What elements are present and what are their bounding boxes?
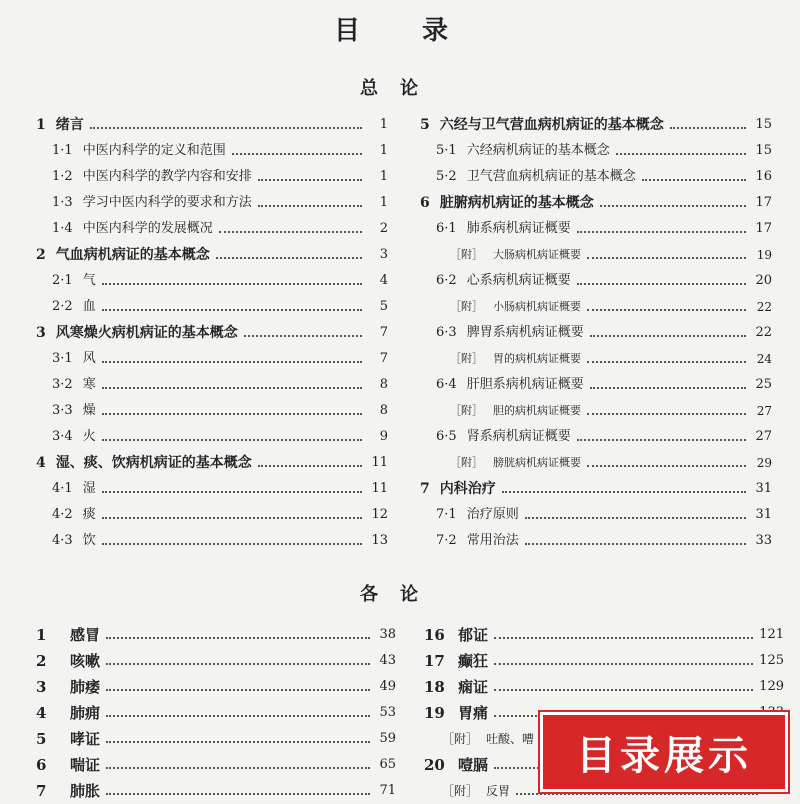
entry-number: 4·1 [52, 481, 73, 496]
entry-page: 4 [379, 273, 388, 288]
entry-title: 六经与卫气营血病机病证的基本概念 [439, 117, 664, 133]
entry-title: 感冒 [70, 626, 101, 644]
dot-leader [258, 465, 362, 467]
entry-title: 卫气营血病机病证的基本概念 [466, 169, 636, 184]
entry-number: ［附］ [450, 248, 483, 261]
entry-page: 24 [756, 352, 772, 366]
entry-title: 喘证 [70, 756, 101, 774]
entry-title: 肺痈 [70, 704, 101, 722]
entry-title: 肺胀 [70, 782, 101, 800]
entry-title: 哮证 [70, 730, 101, 748]
entry-title: 膀胱病机病证概要 [493, 456, 581, 469]
entry-number: ［附］ [450, 404, 483, 417]
entry-title: 痰 [82, 507, 96, 522]
entry-title: 血 [82, 299, 96, 314]
toc-entry[interactable] [420, 296, 772, 318]
section-heading-general: 总论 [360, 78, 440, 99]
entry-number: 6 [36, 756, 47, 774]
entry-title: 反胃 [486, 784, 511, 798]
entry-title: 湿 [82, 481, 96, 496]
dot-leader [106, 715, 370, 717]
entry-number: 16 [424, 626, 445, 644]
dot-leader [106, 689, 370, 691]
entry-page: 125 [759, 653, 784, 668]
dot-leader [258, 179, 362, 181]
entry-number: 1·3 [52, 195, 73, 210]
entry-title: 郁证 [458, 626, 489, 644]
entry-page: 19 [756, 248, 772, 262]
entry-page: 1 [379, 143, 388, 158]
toc-entry[interactable] [36, 348, 388, 370]
toc-entry[interactable] [36, 244, 388, 266]
entry-number: 6·2 [436, 273, 457, 288]
entry-page: 5 [379, 299, 388, 314]
entry-title: 肺系病机病证概要 [466, 221, 571, 236]
entry-page: 12 [371, 507, 388, 522]
entry-number: ［附］ [450, 456, 483, 469]
dot-leader [642, 179, 746, 181]
dot-leader [102, 543, 362, 545]
catalog-badge: 目录展示 [540, 712, 788, 792]
entry-number: 1·1 [52, 143, 73, 158]
entry-page: 11 [371, 481, 388, 496]
entry-title: 肾系病机病证概要 [466, 429, 571, 444]
toc-entry[interactable] [420, 218, 772, 240]
toc-entry[interactable] [36, 166, 388, 188]
entry-page: 31 [755, 507, 772, 522]
entry-number: 5 [36, 730, 47, 748]
entry-number: 4·3 [52, 533, 73, 548]
entry-page: 38 [379, 627, 396, 642]
dot-leader [525, 517, 746, 519]
entry-number: 6·1 [436, 221, 457, 236]
entry-title: 学习中医内科学的要求和方法 [82, 195, 252, 210]
entry-page: 27 [755, 429, 772, 444]
entry-number: 18 [424, 678, 445, 696]
entry-number: 1 [36, 117, 46, 133]
dot-leader [244, 335, 362, 337]
entry-title: 痫证 [458, 678, 489, 696]
toc-entry[interactable] [420, 244, 772, 266]
toc-entry[interactable] [424, 648, 784, 674]
entry-number: 7·1 [436, 507, 457, 522]
entry-title: 绪言 [55, 117, 84, 133]
dot-leader [516, 793, 758, 795]
entry-title: 中医内科学的定义和范围 [82, 143, 226, 158]
toc-entry[interactable] [36, 778, 396, 804]
dot-leader [102, 283, 362, 285]
entry-page: 1 [379, 195, 388, 210]
entry-number: 2·2 [52, 299, 73, 314]
entry-title: 寒 [82, 377, 96, 392]
entry-number: 6 [420, 195, 430, 211]
entry-number: 1·2 [52, 169, 73, 184]
entry-page: 3 [379, 247, 388, 262]
toc-entry[interactable] [36, 674, 396, 700]
entry-title: 中医内科学的发展概况 [82, 221, 213, 236]
entry-page: 15 [755, 143, 772, 158]
entry-page: 8 [379, 377, 388, 392]
entry-title: 心系病机病证概要 [466, 273, 571, 288]
entry-number: 3·3 [52, 403, 73, 418]
dot-leader [590, 387, 746, 389]
entry-page: 15 [755, 117, 772, 132]
entry-page: 2 [379, 221, 388, 236]
dot-leader [587, 413, 746, 415]
dot-leader [525, 543, 746, 545]
entry-number: 5·1 [436, 143, 457, 158]
entry-number: 20 [424, 756, 445, 774]
entry-page: 31 [755, 481, 772, 496]
dot-leader [577, 439, 746, 441]
page-title: 目 录 [333, 16, 466, 46]
toc-entry[interactable] [420, 374, 772, 396]
entry-title: 火 [82, 429, 96, 444]
toc-entry[interactable] [36, 504, 388, 526]
toc-entry[interactable] [420, 322, 772, 344]
entry-page: 22 [755, 325, 772, 340]
toc-entry[interactable] [420, 192, 772, 214]
dot-leader [494, 689, 753, 691]
entry-page: 17 [755, 221, 772, 236]
toc-entry[interactable] [36, 452, 388, 474]
toc-entry[interactable] [420, 140, 772, 162]
dot-leader [590, 335, 746, 337]
entry-title: 咳嗽 [70, 652, 101, 670]
toc-entry[interactable] [420, 478, 772, 500]
entry-page: 59 [379, 731, 396, 746]
toc-entry[interactable] [36, 622, 396, 648]
entry-page: 121 [759, 627, 784, 642]
entry-title: 六经病机病证的基本概念 [466, 143, 610, 158]
entry-page: 7 [379, 351, 388, 366]
dot-leader [106, 741, 370, 743]
entry-title: 燥 [82, 403, 96, 418]
entry-number: 17 [424, 652, 445, 670]
dot-leader [102, 309, 362, 311]
entry-page: 33 [755, 533, 772, 548]
toc-entry[interactable] [36, 726, 396, 752]
entry-number: 3·4 [52, 429, 73, 444]
dot-leader [106, 793, 370, 795]
entry-page: 11 [371, 455, 388, 470]
entry-number: 2 [36, 652, 47, 670]
toc-entry[interactable] [36, 478, 388, 500]
dot-leader [102, 387, 362, 389]
entry-number: 3 [36, 678, 47, 696]
dot-leader [102, 517, 362, 519]
entry-page: 1 [379, 117, 388, 132]
entry-page: 65 [379, 757, 396, 772]
entry-page: 13 [371, 533, 388, 548]
entry-number: 5 [420, 117, 430, 133]
entry-number: 5·2 [436, 169, 457, 184]
toc-entry[interactable] [36, 374, 388, 396]
toc-entry[interactable] [420, 530, 772, 552]
entry-page: 20 [755, 273, 772, 288]
entry-title: 噎膈 [458, 756, 489, 774]
entry-number: 7 [36, 782, 47, 800]
entry-page: 43 [379, 653, 396, 668]
toc-entry[interactable] [36, 322, 388, 344]
entry-title: 肝胆系病机病证概要 [466, 377, 584, 392]
dot-leader [90, 127, 362, 129]
toc-entry[interactable] [420, 114, 772, 136]
entry-page: 27 [756, 404, 772, 418]
dot-leader [577, 231, 746, 233]
entry-title: 脾胃系病机病证概要 [466, 325, 584, 340]
dot-leader [670, 127, 746, 129]
entry-title: 内科治疗 [439, 481, 496, 497]
entry-page: 71 [379, 783, 396, 798]
entry-number: 2·1 [52, 273, 73, 288]
dot-leader [106, 767, 370, 769]
toc-entry[interactable] [36, 400, 388, 422]
entry-number: 7 [420, 481, 430, 497]
entry-number: 2 [36, 247, 46, 263]
entry-title: 湿、痰、饮病机病证的基本概念 [55, 455, 252, 471]
entry-page: 22 [756, 300, 772, 314]
toc-entry[interactable] [424, 622, 784, 648]
dot-leader [587, 309, 746, 311]
toc-entry[interactable] [36, 648, 396, 674]
entry-number: ［附］ [450, 300, 483, 313]
entry-page: 1 [379, 169, 388, 184]
dot-leader [102, 439, 362, 441]
dot-leader [587, 465, 746, 467]
dot-leader [232, 153, 362, 155]
entry-page: 49 [379, 679, 396, 694]
toc-entry[interactable] [36, 114, 388, 136]
toc-entry[interactable] [36, 530, 388, 552]
dot-leader [258, 205, 362, 207]
toc-entry[interactable] [36, 296, 388, 318]
dot-leader [494, 637, 753, 639]
entry-number: 3·2 [52, 377, 73, 392]
entry-number: 6·4 [436, 377, 457, 392]
toc-entry[interactable] [36, 140, 388, 162]
dot-leader [106, 663, 370, 665]
section-heading-specific: 各论 [360, 584, 440, 605]
entry-title: 大肠病机病证概要 [493, 248, 581, 261]
entry-page: 25 [755, 377, 772, 392]
entry-number: 3 [36, 325, 46, 341]
entry-page: 53 [379, 705, 396, 720]
dot-leader [216, 257, 362, 259]
dot-leader [102, 413, 362, 415]
dot-leader [587, 361, 746, 363]
toc-entry[interactable] [36, 218, 388, 240]
entry-title: 肺痿 [70, 678, 101, 696]
toc-entry[interactable] [36, 270, 388, 292]
dot-leader [587, 257, 746, 259]
toc-entry[interactable] [420, 270, 772, 292]
entry-number: 4 [36, 704, 47, 722]
entry-page: 8 [379, 403, 388, 418]
entry-page: 9 [379, 429, 388, 444]
toc-entry[interactable] [420, 348, 772, 370]
entry-page: 16 [755, 169, 772, 184]
dot-leader [616, 153, 746, 155]
entry-title: 气 [82, 273, 96, 288]
toc-entry[interactable] [36, 700, 396, 726]
toc-entry[interactable] [420, 426, 772, 448]
dot-leader [102, 361, 362, 363]
entry-number: ［附］ [442, 784, 479, 798]
entry-number: 19 [424, 704, 445, 722]
entry-number: ［附］ [442, 732, 479, 746]
entry-title: 风寒燥火病机病证的基本概念 [55, 325, 238, 341]
entry-title: 胃的病机病证概要 [493, 352, 581, 365]
entry-page: 29 [756, 456, 772, 470]
toc-entry[interactable] [420, 166, 772, 188]
entry-number: 1 [36, 626, 47, 644]
toc-entry[interactable] [420, 504, 772, 526]
toc-entry[interactable] [424, 674, 784, 700]
entry-page: 129 [759, 679, 784, 694]
entry-number: 7·2 [436, 533, 457, 548]
toc-entry[interactable] [420, 452, 772, 474]
dot-leader [502, 491, 746, 493]
dot-leader [219, 231, 362, 233]
entry-title: 胆的病机病证概要 [493, 404, 581, 417]
entry-number: ［附］ [450, 352, 483, 365]
entry-number: 6·5 [436, 429, 457, 444]
dot-leader [494, 663, 753, 665]
entry-title: 脏腑病机病证的基本概念 [439, 195, 594, 211]
dot-leader [577, 283, 746, 285]
entry-page: 7 [379, 325, 388, 340]
entry-title: 风 [82, 351, 96, 366]
entry-number: 6·3 [436, 325, 457, 340]
entry-title: 吐酸、嘈 [486, 732, 535, 746]
entry-number: 1·4 [52, 221, 73, 236]
entry-title: 治疗原则 [466, 507, 519, 522]
dot-leader [106, 637, 370, 639]
entry-number: 4 [36, 455, 46, 471]
entry-number: 4·2 [52, 507, 73, 522]
entry-title: 气血病机病证的基本概念 [55, 247, 210, 263]
entry-page: 17 [755, 195, 772, 210]
entry-title: 中医内科学的教学内容和安排 [82, 169, 252, 184]
entry-title: 小肠病机病证概要 [493, 300, 581, 313]
entry-title: 癫狂 [458, 652, 489, 670]
dot-leader [600, 205, 746, 207]
toc-entry[interactable] [36, 192, 388, 214]
entry-number: 3·1 [52, 351, 73, 366]
entry-title: 常用治法 [466, 533, 519, 548]
entry-title: 饮 [82, 533, 96, 548]
toc-entry[interactable] [420, 400, 772, 422]
entry-title: 胃痛 [458, 704, 489, 722]
dot-leader [102, 491, 362, 493]
toc-entry[interactable] [36, 426, 388, 448]
toc-entry[interactable] [36, 752, 396, 778]
